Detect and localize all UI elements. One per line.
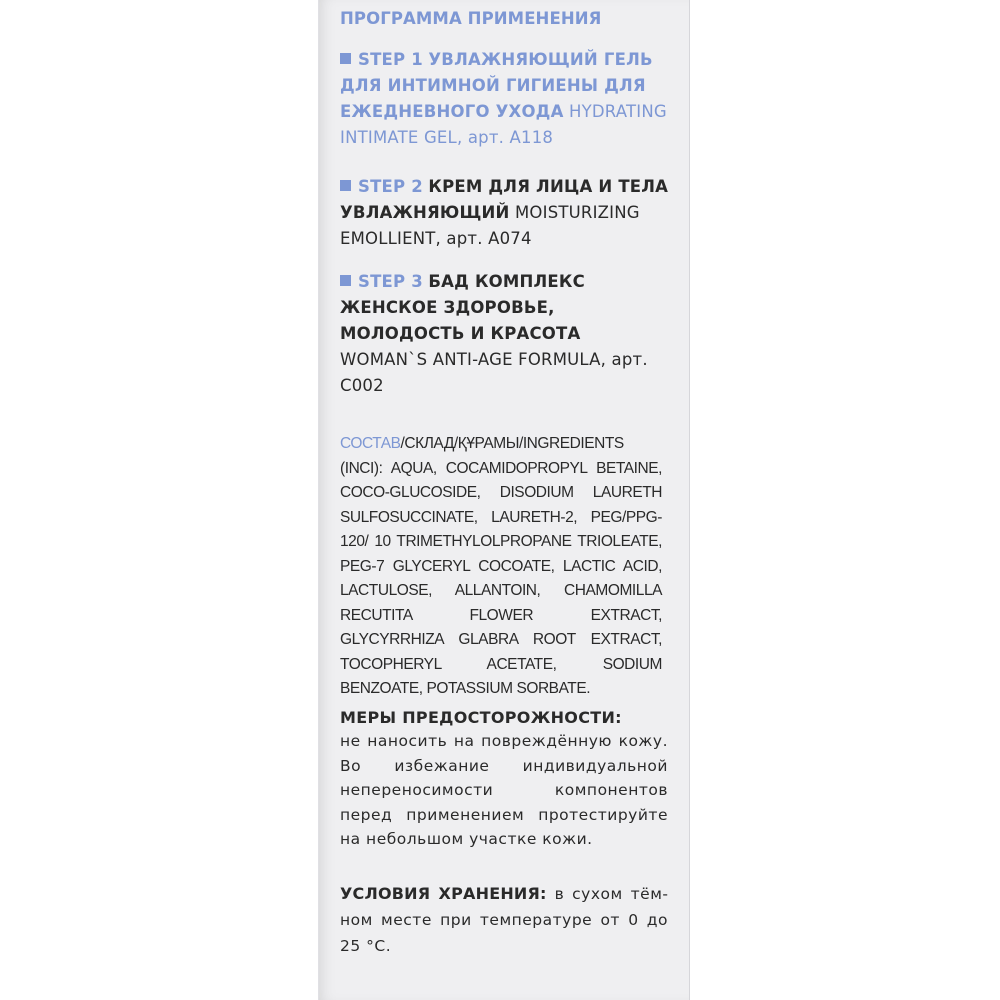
- step-2: [340, 174, 670, 252]
- square-bullet-icon: [340, 275, 351, 286]
- step-1-title: УВЛАЖНЯЮЩИЙ ГЕЛЬ ДЛЯ ИНТИМНОЙ ГИГИЕНЫ ДЛЯ ЕЖЕДНЕВНОГО УХОДА: [340, 50, 653, 121]
- precautions-text: не наносить на повреждённую кожу. Во избежание индивидуальной непереносимости компонентов перед применением протестируйте на небольшом участке кожи.: [340, 732, 668, 848]
- step-1: [340, 47, 670, 151]
- step-3-description: WOMAN`S ANTI-AGE FORMULA, арт. C002: [340, 350, 648, 395]
- precautions-title: МЕРЫ ПРЕДОСТОРОЖНОСТИ:: [340, 708, 622, 727]
- step-3-number: STEP 3: [358, 272, 423, 291]
- storage-block: [340, 881, 668, 959]
- storage-title: УСЛОВИЯ ХРАНЕНИЯ:: [340, 884, 547, 903]
- program-heading: ПРОГРАММА ПРИМЕНЕНИЯ: [340, 9, 602, 28]
- step-3-title: БАД КОМПЛЕКС ЖЕНСКОЕ ЗДОРОВЬЕ, МОЛОДОСТЬ И КРАСОТА: [340, 272, 585, 343]
- square-bullet-icon: [340, 53, 351, 64]
- step-1-number: STEP 1: [358, 50, 423, 69]
- step-3: [340, 269, 670, 399]
- step-1-description: HYDRATING INTIMATE GEL, арт. A118: [340, 102, 667, 147]
- step-2-number: STEP 2: [358, 177, 423, 196]
- ingredients-text: /СКЛАД/ҚҰРАМЫ/INGREDIENTS (INCI): AQUA, COCAMIDOPROPYL BETAINE, COCO-GLUCOSIDE, DISODIUM LAURETH SULFOSUCCINATE, LAURETH-2, PEG/PPG-120/ 10 TRIMETHYLOLPROPANE TRIOLEATE, PEG-7 GLYCERYL COCOATE, LACTIC ACID, LACTULOSE, ALLANTOIN, CHAMOMILLA RECUTITA FLOWER EXTRACT, GLYCYRRHIZA GLABRA ROOT EXTRACT, TOCOPHERYL ACETATE, SODIUM BENZOATE, POTASSIUM SORBATE.: [340, 435, 662, 697]
- square-bullet-icon: [340, 180, 351, 191]
- ingredients-block: [340, 432, 662, 702]
- step-2-description: MOISTURIZING EMOLLIENT, арт. A074: [340, 203, 640, 248]
- storage-text: в сухом тёмном месте при температуре от 0 до 25 °С.: [340, 885, 668, 955]
- ingredients-label: СОСТАВ: [340, 435, 401, 452]
- step-2-title: КРЕМ ДЛЯ ЛИЦА И ТЕЛА УВЛАЖНЯЮЩИЙ: [340, 177, 669, 222]
